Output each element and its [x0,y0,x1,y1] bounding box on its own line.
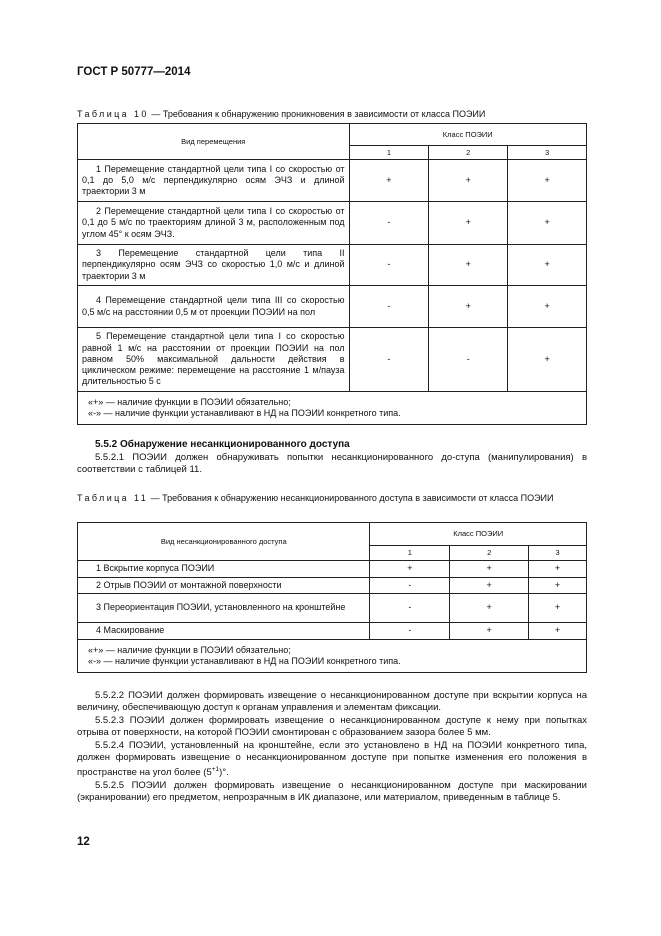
table-11-class-1: 1 [370,546,450,561]
table-11-col-header: Вид несанкционированного доступа [78,523,370,561]
cell-value: + [429,160,508,202]
table-row [78,561,587,578]
cell-value: - [370,594,450,623]
cell-value: - [349,202,429,245]
cell-value: + [508,328,587,392]
table-row [78,245,587,286]
superscript: +1 [211,766,220,774]
table-10 [77,123,587,425]
document-header: ГОСТ Р 50777—2014 [77,66,191,78]
cell-value: + [370,561,450,578]
cell-value: + [429,245,508,286]
cell-value: + [508,160,587,202]
cell-value: - [370,578,450,594]
table-row [78,623,587,640]
paragraph-5-5-2-3: 5.5.2.3 ПОЭИИ должен формировать извещение о несанкционированном доступе к нему при попытках отрыва от поверхности, на которой ПОЭИИ смонтирован с образованием зазора более 5 мм. [77,714,587,739]
cell-value: - [349,328,429,392]
row-desc: 3 Перемещение стандартной цели типа II перпендикулярно осям ЭЧЗ со скоростью 1,0 м/с и длиной траектории 3 м [82,248,345,281]
table-10-class-2: 2 [429,146,508,160]
note-plus: «+» — наличие функции в ПОЭИИ обязательно; [88,396,291,407]
table-row [78,202,587,245]
paragraph-5-5-2-5: 5.5.2.5 ПОЭИИ должен формировать извещение о несанкционированном доступе при маскировании (экранировании) его предметом, непрозрачным в ИК диапазоне, или материалом, приведенным в таблице 5. [77,780,587,804]
table-10-class-1: 1 [349,146,429,160]
page-number: 12 [77,836,90,848]
cell-value: + [508,202,587,245]
row-desc: 2 Отрыв ПОЭИИ от монтажной поверхности [96,579,282,590]
table-11-notes [78,640,587,673]
table-row [78,286,587,328]
cell-value: - [349,245,429,286]
row-desc: 4 Перемещение стандартной цели типа III со скоростью 0,5 м/с на расстоянии 0,5 м от проекции ПОЭИИ на пол [82,295,345,317]
table-11-caption [77,492,587,504]
table-10-label: Таблица 10 [77,109,149,119]
table-row [78,328,587,392]
note-plus: «+» — наличие функции в ПОЭИИ обязательно; [88,644,291,655]
cell-value: + [450,561,529,578]
cell-value: + [429,202,508,245]
note-minus: «-» — наличие функции устанавливают в НД на ПОЭИИ конкретного типа. [88,656,401,666]
cell-value: + [529,561,587,578]
table-11-caption-text: — Требования к обнаружению несанкционированного доступа в зависимости от класса ПОЭИИ [150,493,554,503]
cell-value: - [429,328,508,392]
cell-value: + [349,160,429,202]
cell-value: + [450,594,529,623]
table-10-class-header: Класс ПОЭИИ [349,124,587,146]
table-11-class-2: 2 [450,546,529,561]
table-11-class-3: 3 [529,546,587,561]
paragraph-5-5-2-1: 5.5.2.1 ПОЭИИ должен обнаруживать попытки несанкционированного до-ступа (манипулирования) в соответствии с таблицей 11. [77,452,587,476]
table-10-class-3: 3 [508,146,587,160]
table-row [78,160,587,202]
paragraph-5-5-2-2: 5.5.2.2 ПОЭИИ должен формировать извещение о несанкционированном доступе при вскрытии корпуса на величину, обеспечивающую доступ к органам управления и элементам фиксации. [77,690,587,714]
row-desc: 5 Перемещение стандартной цели типа I со скоростью равной 1 м/с на расстоянии от проекции ПОЭИИ на пол равном 50% максимальной дальности действия в циклическом режиме: перемещение на расстояние 1 м/пауза длительностью 5 с [82,331,345,387]
table-10-caption [77,108,587,120]
table-11-label: Таблица 11 [77,493,149,503]
cell-value: + [450,623,529,640]
table-row [78,578,587,594]
paragraph-5-5-2-4: 5.5.2.4 ПОЭИИ, установленный на кронштейне, если это установлено в НД на ПОЭИИ конкретного типа, должен формировать извещение о несанкционированном доступе при попытке изменения его положения в пространстве на угол более $(5^{+1})^\circ$. [77,739,587,779]
cell-value: + [450,578,529,594]
cell-value: - [370,623,450,640]
cell-value: + [529,594,587,623]
table-11 [77,522,587,673]
section-title: 5.5.2 Обнаружение несанкционированного доступа [95,439,350,450]
cell-value: + [508,245,587,286]
table-11-class-header: Класс ПОЭИИ [370,523,587,546]
cell-value: + [508,286,587,328]
row-desc: 2 Перемещение стандартной цели типа I со скоростью от 0,1 до 5 м/с по траекториям длиной 3 м, расположенным под углом 45° к осям ЭЧЗ. [82,206,345,239]
cell-value: - [349,286,429,328]
row-desc: 1 Перемещение стандартной цели типа I со скоростью от 0,1 до 5,0 м/с перпендикулярно осям ЭЧЗ и длиной траектории 3 м [82,163,345,197]
cell-value: + [529,578,587,594]
row-desc: 3 Переориентация ПОЭИИ, установленного на кронштейне [96,602,346,613]
table-row [78,594,587,623]
cell-value: + [429,286,508,328]
table-10-notes [78,392,587,425]
paragraphs-block [77,690,587,805]
row-desc: 4 Маскирование [96,625,165,636]
table-10-caption-text: — Требования к обнаружению проникновения в зависимости от класса ПОЭИИ [151,109,486,119]
note-minus: «-» — наличие функции устанавливают в НД на ПОЭИИ конкретного типа. [88,408,401,418]
cell-value: + [529,623,587,640]
table-10-col-header: Вид перемещения [78,124,350,160]
row-desc: 1 Вскрытие корпуса ПОЭИИ [96,563,215,574]
